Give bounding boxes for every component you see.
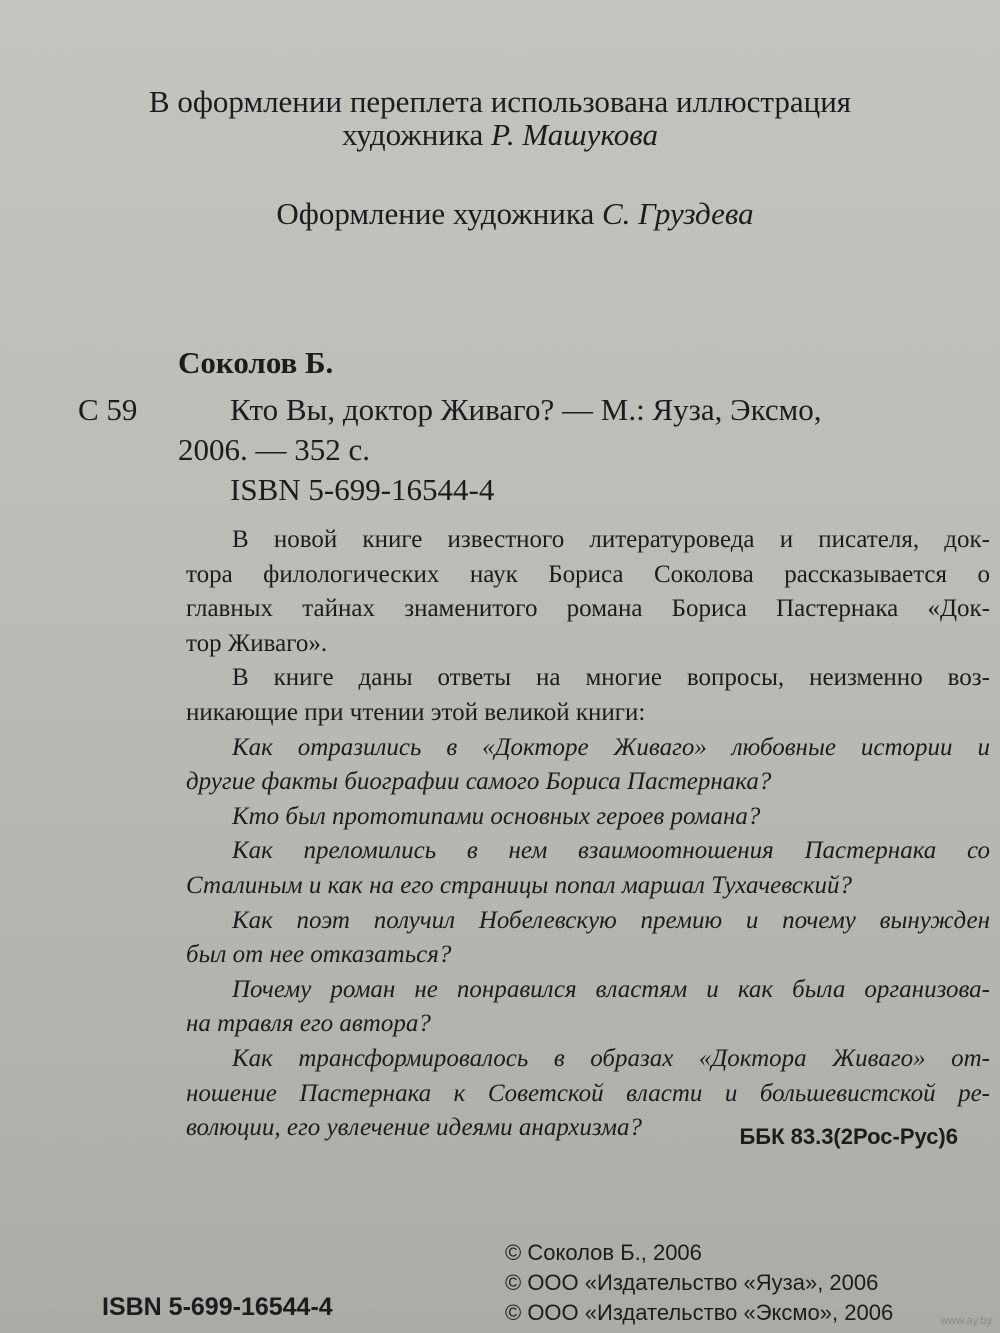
author-heading: Соколов Б. <box>178 345 334 380</box>
annotation-line: главных тайнах знаменитого романа Бориса Пастернака «Док- <box>186 595 990 623</box>
annotation-line: Почему роман не понравился властям и как была организова- <box>232 975 990 1003</box>
watermark: www.ay.by <box>940 1315 992 1327</box>
annotation-line: другие факты биографии самого Бориса Пастернака? <box>186 768 772 796</box>
annotation-line: волюции, его увлечение идеями анархизма? <box>186 1114 642 1142</box>
annotation-line: Как поэт получил Нобелевскую премию и почему вынужден <box>232 906 990 934</box>
isbn-record: ISBN 5-699-16544-4 <box>230 472 495 507</box>
isbn-bottom: ISBN 5-699-16544-4 <box>102 1293 333 1321</box>
bibliographic-title-line: Кто Вы, доктор Живаго? — М.: Яуза, Эксмо, <box>230 392 822 427</box>
bibliographic-imprint-line: 2006. — 352 с. <box>178 432 371 467</box>
bbk-code: ББК 83.3(2Рос-Рус)6 <box>739 1124 958 1149</box>
annotation-line: Как преломились в нем взаимоотношения Пастернака со <box>232 837 990 865</box>
designer-credit: Оформление художника С. Груздева <box>276 196 754 231</box>
designer-name: С. Груздева <box>601 196 754 231</box>
annotation-line: тора филологических наук Бориса Соколова рассказывается о <box>186 560 990 588</box>
copyright-line: © ООО «Издательство «Яуза», 2006 <box>505 1270 879 1295</box>
annotation-line: никающие при чтении этой великой книги: <box>186 699 646 726</box>
annotation-line: тор Живаго». <box>186 629 328 657</box>
annotation-line: В книге даны ответы на многие вопросы, неизменно воз- <box>232 664 990 692</box>
illustrator-name: Р. Машукова <box>491 117 659 152</box>
annotation-line: Кто был прототипами основных героев романа? <box>232 802 761 830</box>
annotation-line: на травля его автора? <box>186 1010 431 1038</box>
cover-illustration-credit: В оформлении переплета использована иллюстрация <box>148 84 852 119</box>
annotation-line: Как трансформировалось в образах «Доктора Живаго» от- <box>232 1045 990 1072</box>
illustrator-credit: художника Р. Машукова <box>341 117 659 152</box>
annotation-line: ношение Пастернака к Советской власти и большевистской ре- <box>186 1079 990 1107</box>
annotation-line: В новой книге известного литературоведа и писателя, док- <box>232 526 990 553</box>
copyright-line: © ООО «Издательство «Эксмо», 2006 <box>505 1300 894 1325</box>
annotation-line: Как отразились в «Докторе Живаго» любовные истории и <box>232 733 990 761</box>
author-mark: С 59 <box>78 392 138 427</box>
copyright-line: © Соколов Б., 2006 <box>505 1240 702 1265</box>
annotation-line: Сталиным и как на его страницы попал маршал Тухачевский? <box>186 872 853 899</box>
annotation-line: был от нее отказаться? <box>186 941 452 969</box>
